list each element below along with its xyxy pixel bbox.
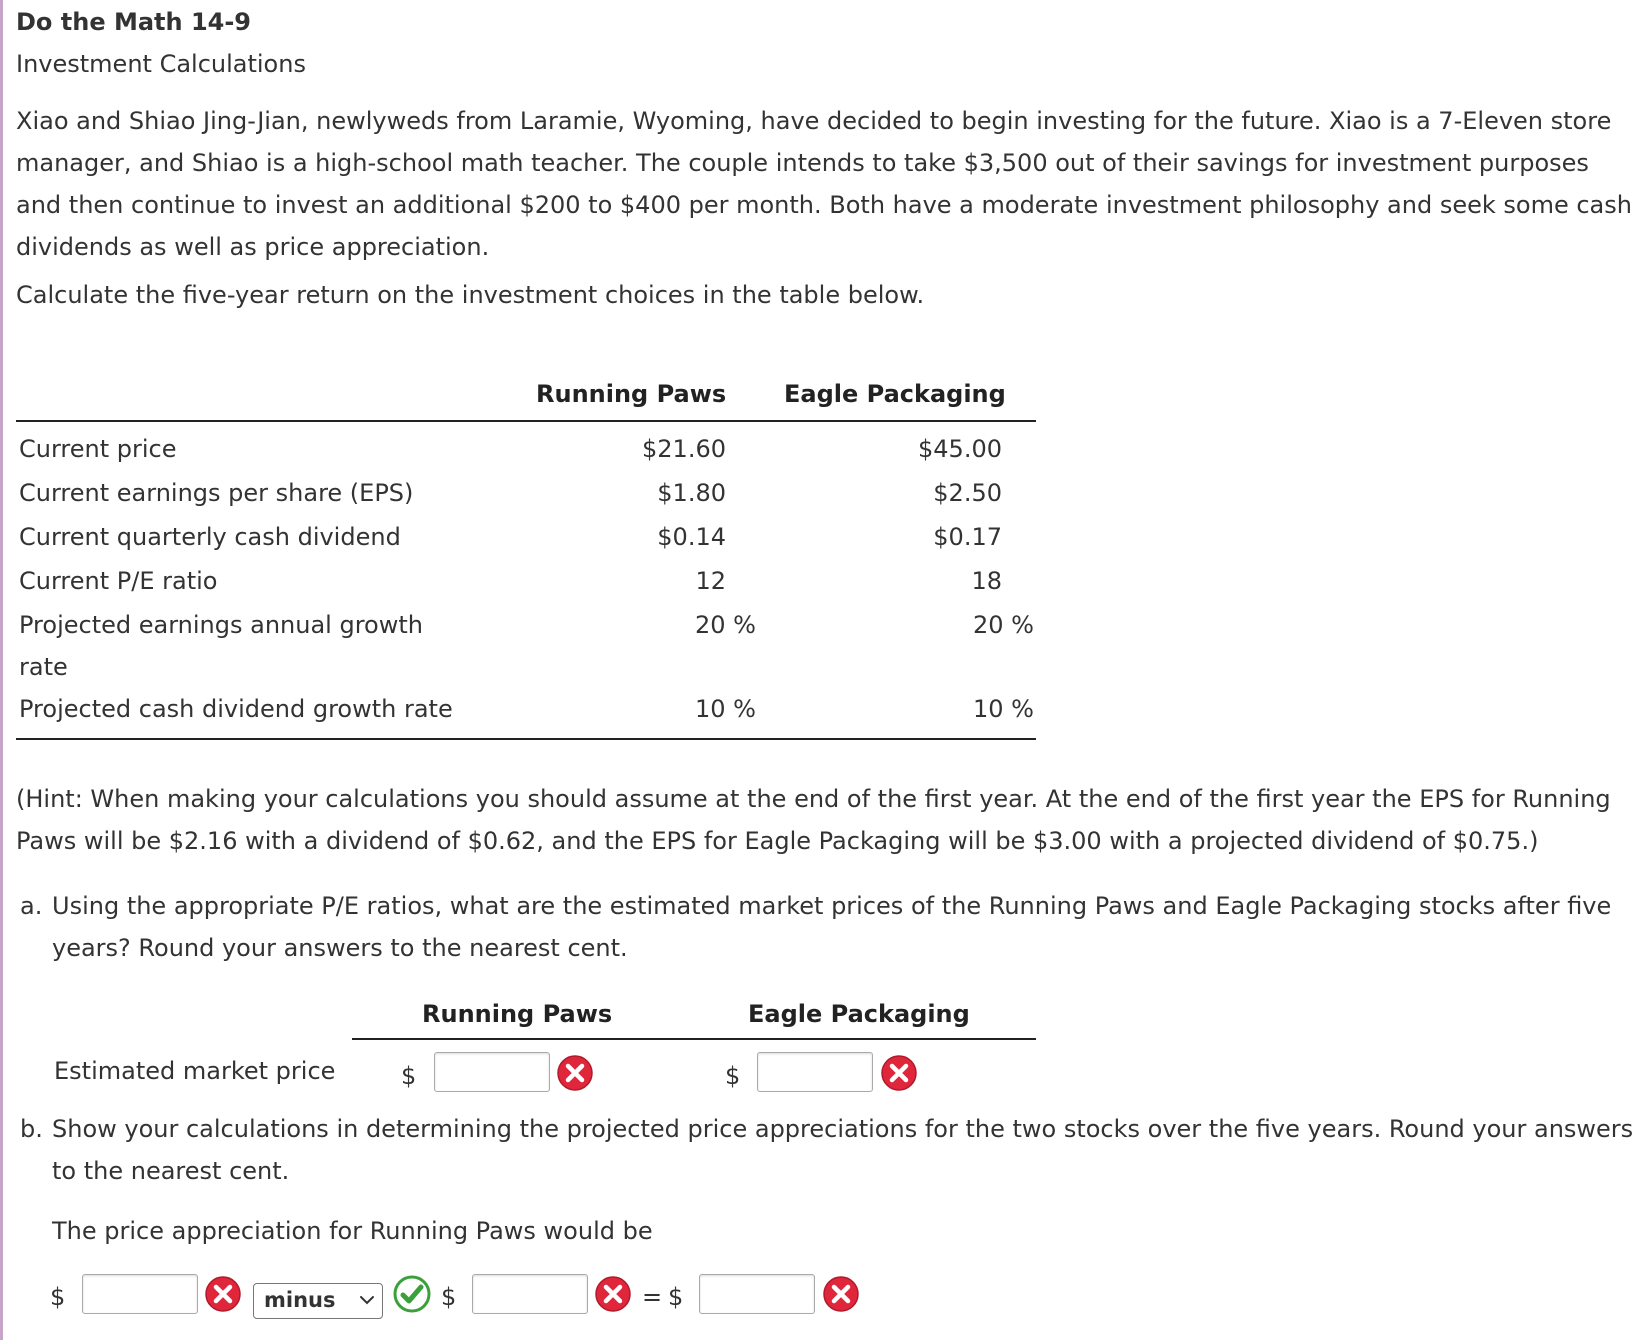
running-paws-value: $21.60 [642, 435, 726, 463]
currency-symbol: $ [725, 1062, 741, 1090]
question-a [20, 885, 1640, 969]
currency-symbol: $ [50, 1283, 66, 1311]
price-appreciation-input[interactable] [699, 1274, 815, 1314]
running-paws-value: $1.80 [657, 479, 726, 507]
currency-symbol: $ [668, 1283, 684, 1311]
page-subtitle: Investment Calculations [16, 50, 306, 78]
price-appreciation-prompt: The price appreciation for Running Paws would be [52, 1217, 653, 1245]
currency-symbol: $ [401, 1062, 417, 1090]
table-top-rule [16, 420, 1036, 422]
chevron-down-icon [358, 1288, 376, 1312]
table-bottom-rule [16, 738, 1036, 740]
future-price-input[interactable] [82, 1274, 198, 1314]
row-label: Projected cash dividend growth rate [19, 695, 453, 723]
estimated-market-price-label: Estimated market price [54, 1057, 336, 1085]
answer-header-eagle-packaging: Eagle Packaging [748, 1000, 970, 1028]
table-header-running-paws: Running Paws [536, 380, 727, 408]
question-b-text: Show your calculations in determining the projected price appreciations for the two stocks over the five years. Round your answers to the nearest cent. [52, 1115, 1634, 1185]
correct-check-icon [393, 1275, 431, 1313]
running-paws-value: $0.14 [657, 523, 726, 551]
currency-symbol: $ [441, 1283, 457, 1311]
answer-table-a [16, 1000, 1056, 1100]
eagle-packaging-value: $0.17 [933, 523, 1002, 551]
question-a-letter: a. [20, 892, 43, 920]
incorrect-icon [822, 1275, 860, 1313]
incorrect-icon [204, 1275, 242, 1313]
current-price-input[interactable] [472, 1274, 588, 1314]
operator-select-value: minus [264, 1288, 336, 1312]
eagle-packaging-value: 20 % [973, 611, 1034, 639]
row-label: Projected earnings annual growth rate [19, 611, 423, 681]
incorrect-icon [594, 1275, 632, 1313]
page-title: Do the Math 14-9 [16, 8, 252, 36]
eagle-packaging-value: 10 % [973, 695, 1034, 723]
running-paws-value: 20 % [695, 611, 756, 639]
eagle-packaging-value: 18 [971, 567, 1002, 595]
row-label: Current P/E ratio [19, 567, 218, 595]
answer-table-rule [352, 1038, 1036, 1040]
instruction-text: Calculate the five-year return on the investment choices in the table below. [16, 281, 925, 309]
eagle-packaging-value: $2.50 [933, 479, 1002, 507]
running-paws-value: 12 [695, 567, 726, 595]
left-border [0, 0, 3, 1340]
table-header-eagle-packaging: Eagle Packaging [784, 380, 1006, 408]
incorrect-icon [880, 1054, 918, 1092]
equals-sign: = [642, 1283, 663, 1311]
intro-paragraph: Xiao and Shiao Jing-Jian, newlyweds from Laramie, Wyoming, have decided to begin investing for the future. Xiao is a 7-Eleven store manager, and Shiao is a high-school math teacher. The couple intends to take $3,500 out of their savings for investment purposes and then continue to invest an additional $200 to $400 per month. Both have a moderate investment philosophy and seek some cash dividends as well as price appreciation. [16, 107, 1632, 261]
operator-select[interactable] [253, 1283, 383, 1319]
running-paws-value: 10 % [695, 695, 756, 723]
answer-header-running-paws: Running Paws [422, 1000, 613, 1028]
row-label: Current price [19, 435, 177, 463]
eagle-packaging-market-price-input[interactable] [757, 1052, 873, 1092]
row-label: Current quarterly cash dividend [19, 523, 401, 551]
eagle-packaging-value: $45.00 [918, 435, 1002, 463]
row-label: Current earnings per share (EPS) [19, 479, 414, 507]
question-b [20, 1108, 1640, 1192]
incorrect-icon [556, 1054, 594, 1092]
running-paws-market-price-input[interactable] [434, 1052, 550, 1092]
question-a-text: Using the appropriate P/E ratios, what are the estimated market prices of the Running Paws and Eagle Packaging stocks after five years? Round your answers to the nearest cent. [52, 892, 1612, 962]
question-b-letter: b. [20, 1115, 43, 1143]
hint-text: (Hint: When making your calculations you should assume at the end of the first year. At the end of the first year the EPS for Running Paws will be $2.16 with a dividend of $0.62, and the EPS for Eagle Packaging will be $3.00 with a projected dividend of $0.75.) [16, 785, 1611, 855]
